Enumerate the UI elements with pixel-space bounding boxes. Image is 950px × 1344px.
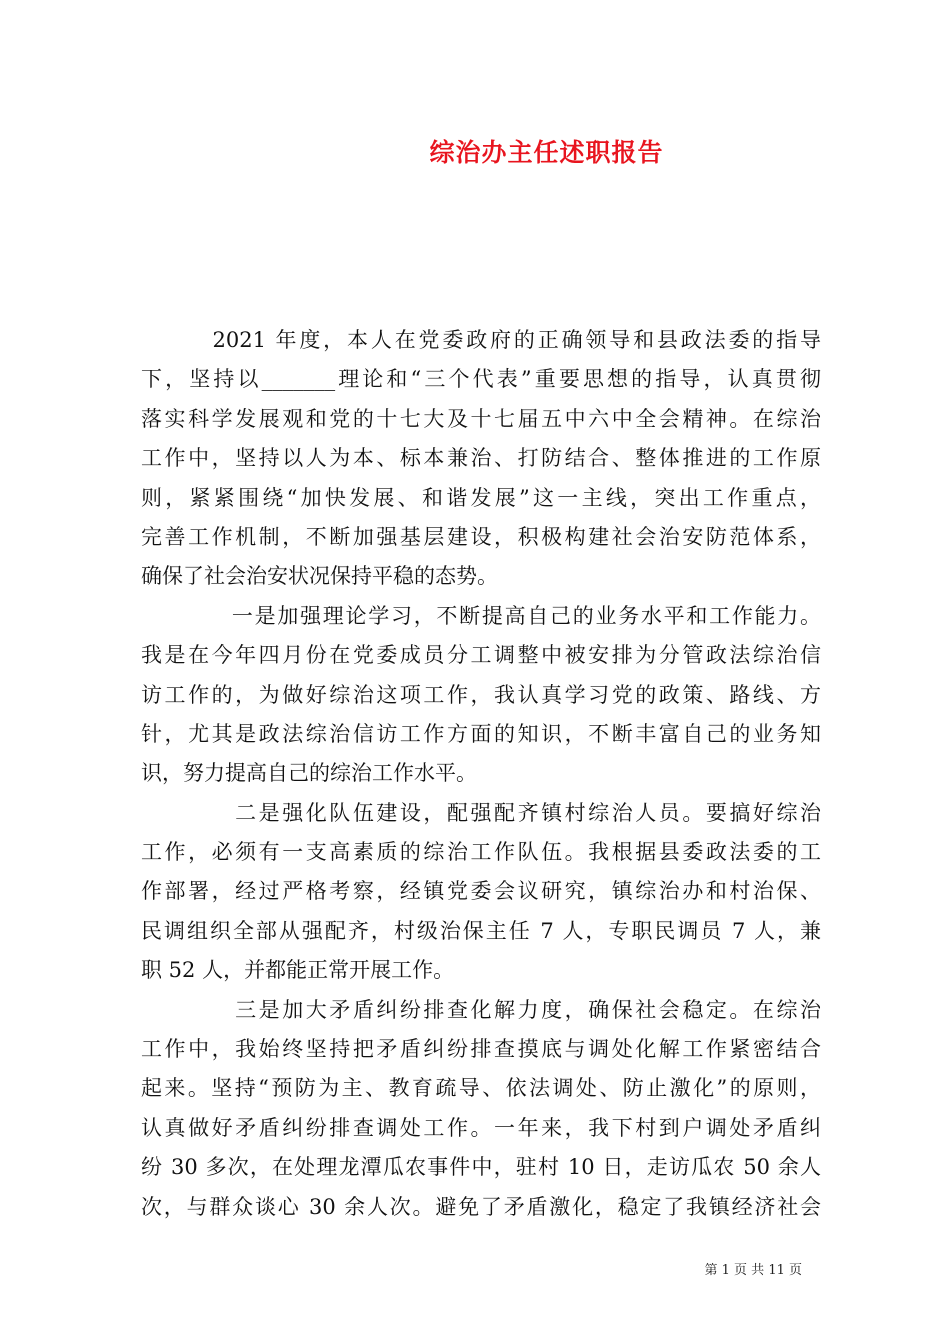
text-line: 三是加大矛盾纠纷排查化解力度，确保社会稳定。在综治 xyxy=(141,997,821,1022)
text-line: 一是加强理论学习，不断提高自己的业务水平和工作能力。 xyxy=(141,603,821,628)
text-line: 完善工作机制，不断加强基层建设，积极构建社会治安防范体系， xyxy=(141,524,821,549)
text-line: 二是强化队伍建设，配强配齐镇村综治人员。要搞好综治 xyxy=(141,800,821,825)
text-line: 我是在今年四月份在党委成员分工调整中被安排为分管政法综治信 xyxy=(141,643,821,668)
text-line: 访工作的，为做好综治这项工作，我认真学习党的政策、路线、方 xyxy=(141,682,821,707)
text-line: 则，紧紧围绕“加快发展、和谐发展”这一主线，突出工作重点， xyxy=(141,485,821,510)
text-line: 民调组织全部从强配齐，村级治保主任 7 人，专职民调员 7 人，兼 xyxy=(141,918,821,943)
page-number-footer: 第 1 页 共 11 页 xyxy=(704,1263,802,1278)
text-line: 作部署，经过严格考察，经镇党委会议研究，镇综治办和村治保、 xyxy=(141,879,821,904)
text-line: 2021 年度，本人在党委政府的正确领导和县政法委的指导 xyxy=(141,328,821,352)
text-line: 识，努力提高自己的综治工作水平。 xyxy=(141,761,477,786)
page-title: 综治办主任述职报告 xyxy=(429,138,664,167)
text-line: 起来。坚持“预防为主、教育疏导、依法调处、防止激化”的原则， xyxy=(141,1076,821,1101)
text-line: 职 52 人，并都能正常开展工作。 xyxy=(141,958,455,983)
text-line: 工作，必须有一支高素质的综治工作队伍。我根据县委政法委的工 xyxy=(141,840,821,865)
document-body xyxy=(141,321,821,1227)
text-line: 针，尤其是政法综治信访工作方面的知识，不断丰富自己的业务知 xyxy=(141,721,821,746)
text-line: 次，与群众谈心 30 余人次。避免了矛盾激化，稳定了我镇经济社会 xyxy=(141,1194,821,1219)
text-line: 工作中，我始终坚持把矛盾纠纷排查摸底与调处化解工作紧密结合 xyxy=(141,1037,821,1062)
text-line: 认真做好矛盾纠纷排查调处工作。一年来，我下村到户调处矛盾纠 xyxy=(141,1115,821,1140)
text-line: 工作中，坚持以人为本、标本兼治、打防结合、整体推进的工作原 xyxy=(141,446,821,471)
text-line: 落实科学发展观和党的十七大及十七届五中六中全会精神。在综治 xyxy=(141,406,821,431)
text-line: 下，坚持以_______理论和“三个代表”重要思想的指导，认真贯彻 xyxy=(141,367,821,392)
text-line: 纷 30 多次，在处理龙潭瓜农事件中，驻村 10 日，走访瓜农 50 余人 xyxy=(141,1155,821,1180)
text-line: 确保了社会治安状况保持平稳的态势。 xyxy=(141,564,498,589)
